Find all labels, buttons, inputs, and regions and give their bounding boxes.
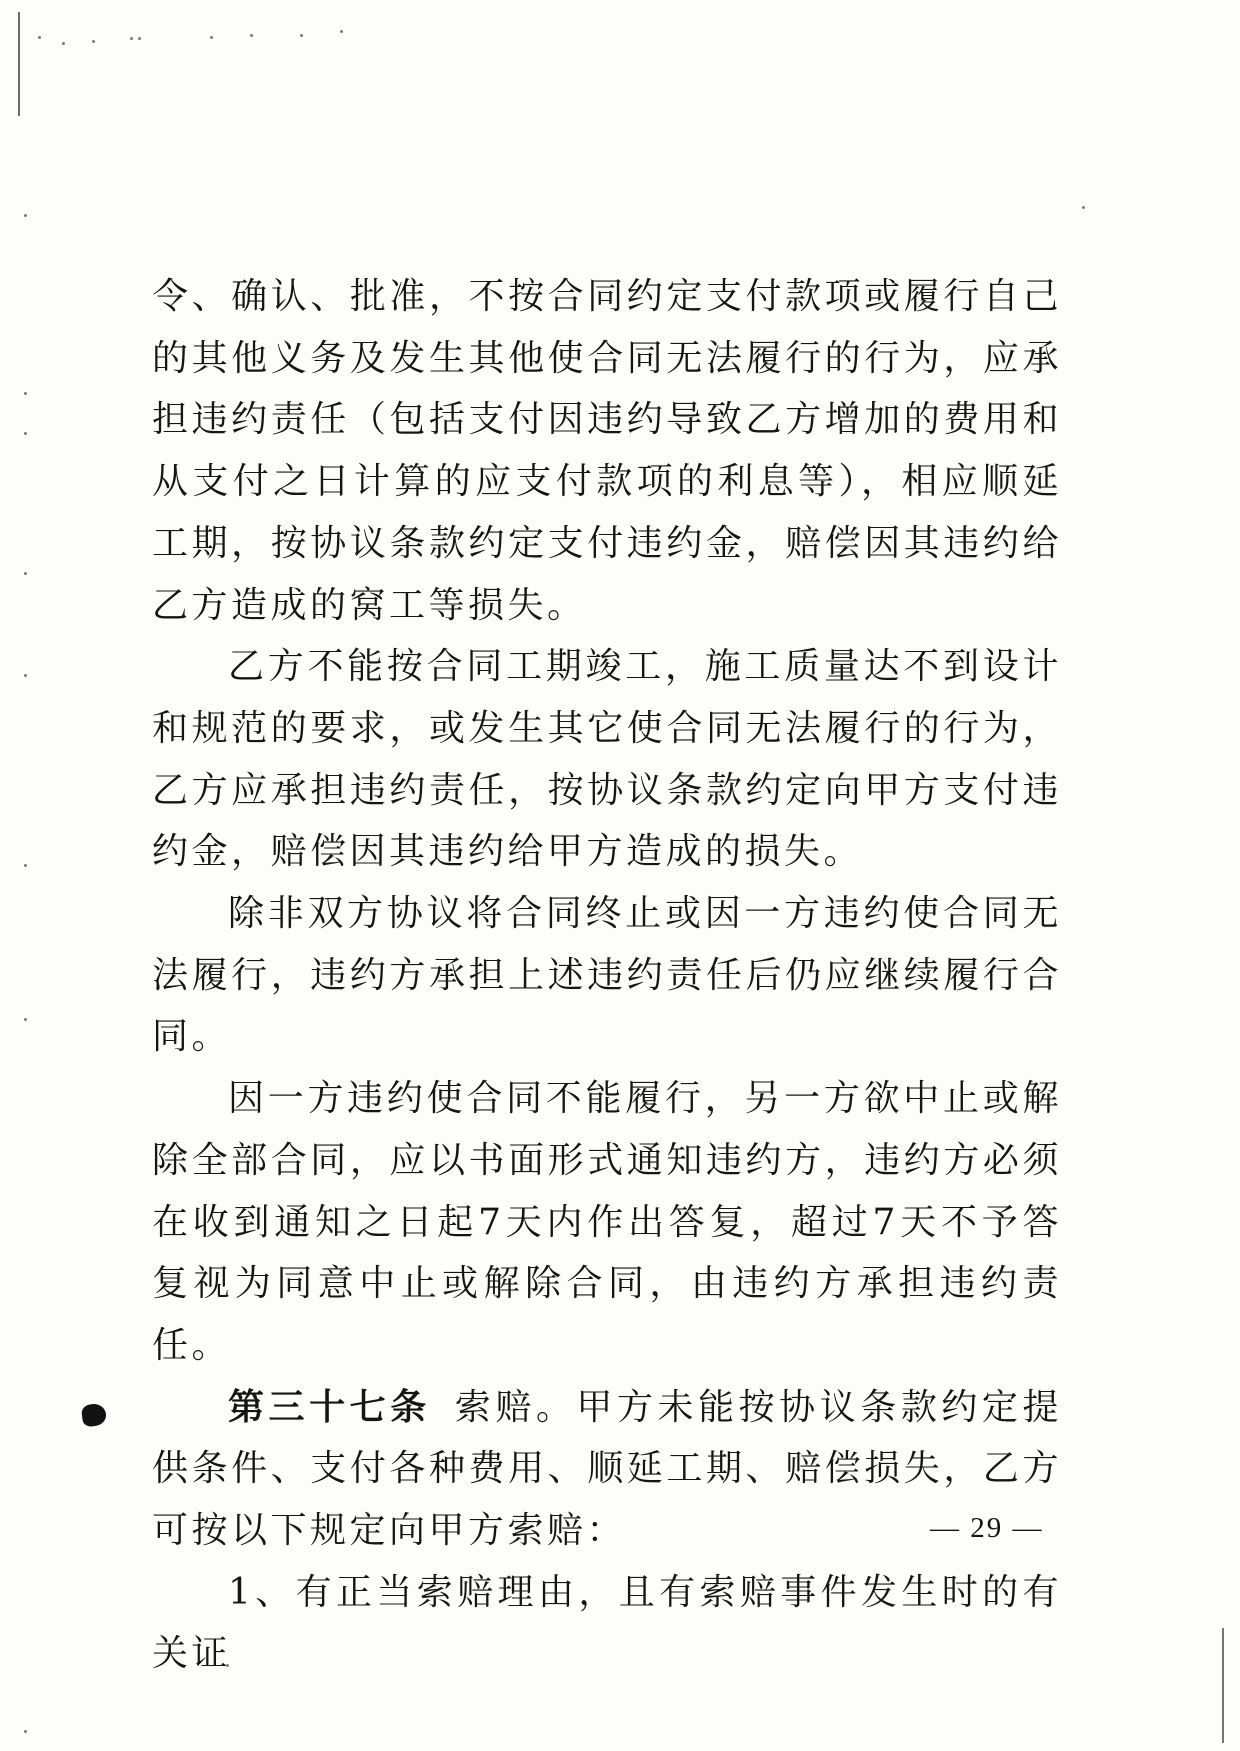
paragraph-article-37	[152, 1377, 1062, 1562]
scan-speck	[1082, 206, 1085, 209]
scan-speck	[24, 674, 27, 677]
scan-speck	[24, 1018, 27, 1021]
article-body: 索赔。甲方未能按协议条款约定提供条件、支付各种费用、顺延工期、赔偿损失，乙方可按以下规定向甲方索赔：	[152, 1386, 1062, 1552]
scan-speck	[24, 392, 27, 395]
list-item-1: 1、有正当索赔理由，且有索赔事件发生时的有关证	[152, 1571, 1062, 1675]
scan-edge-line-left	[18, 12, 20, 116]
paragraph-liability-party-b: 乙方不能按合同工期竣工，施工质量达不到设计和规范的要求，或发生其它使合同无法履行的行为，乙方应承担违约责任，按协议条款约定向甲方支付违约金，赔偿因其违约给甲方造成的损失。	[152, 646, 1062, 873]
scan-edge-line-right	[1222, 1628, 1224, 1743]
scan-speck	[24, 214, 27, 217]
scan-speck	[138, 37, 141, 40]
article-heading: 第三十七条	[228, 1386, 431, 1428]
scan-speck	[250, 34, 253, 37]
scan-speck	[130, 37, 133, 40]
scan-speck	[24, 1730, 27, 1733]
body-text	[152, 266, 1062, 1685]
scan-speck	[24, 432, 27, 435]
scan-speck	[38, 36, 41, 39]
paragraph-continue-performance: 除非双方协议将合同终止或因一方违约使合同无法履行，违约方承担上述违约责任后仍应继续履行合同。	[152, 893, 1062, 1058]
ink-blot-mark	[81, 1402, 108, 1427]
scan-speck	[340, 30, 343, 33]
scan-speck	[62, 42, 65, 45]
paragraph-termination-notice: 因一方违约使合同不能履行，另一方欲中止或解除全部合同，应以书面形式通知违约方，违约方必须在收到通知之日起7天内作出答复，超过7天不予答复视为同意中止或解除合同，由违约方承担违约责任。	[152, 1078, 1062, 1366]
scan-speck	[92, 40, 95, 43]
page-number: — 29 —	[930, 1512, 1044, 1544]
paragraph-liability-party-a: 令、确认、批准，不按合同约定支付款项或履行自己的其他义务及发生其他使合同无法履行的行为，应承担违约责任（包括支付因违约导致乙方增加的费用和从支付之日计算的应支付款项的利息等），相应顺延工期，按协议条款约定支付违约金，赔偿因其违约给乙方造成的窝工等损失。	[152, 276, 1062, 626]
scan-speck	[300, 34, 303, 37]
scan-speck	[24, 572, 27, 575]
scan-speck	[210, 36, 213, 39]
scan-speck	[24, 864, 27, 867]
